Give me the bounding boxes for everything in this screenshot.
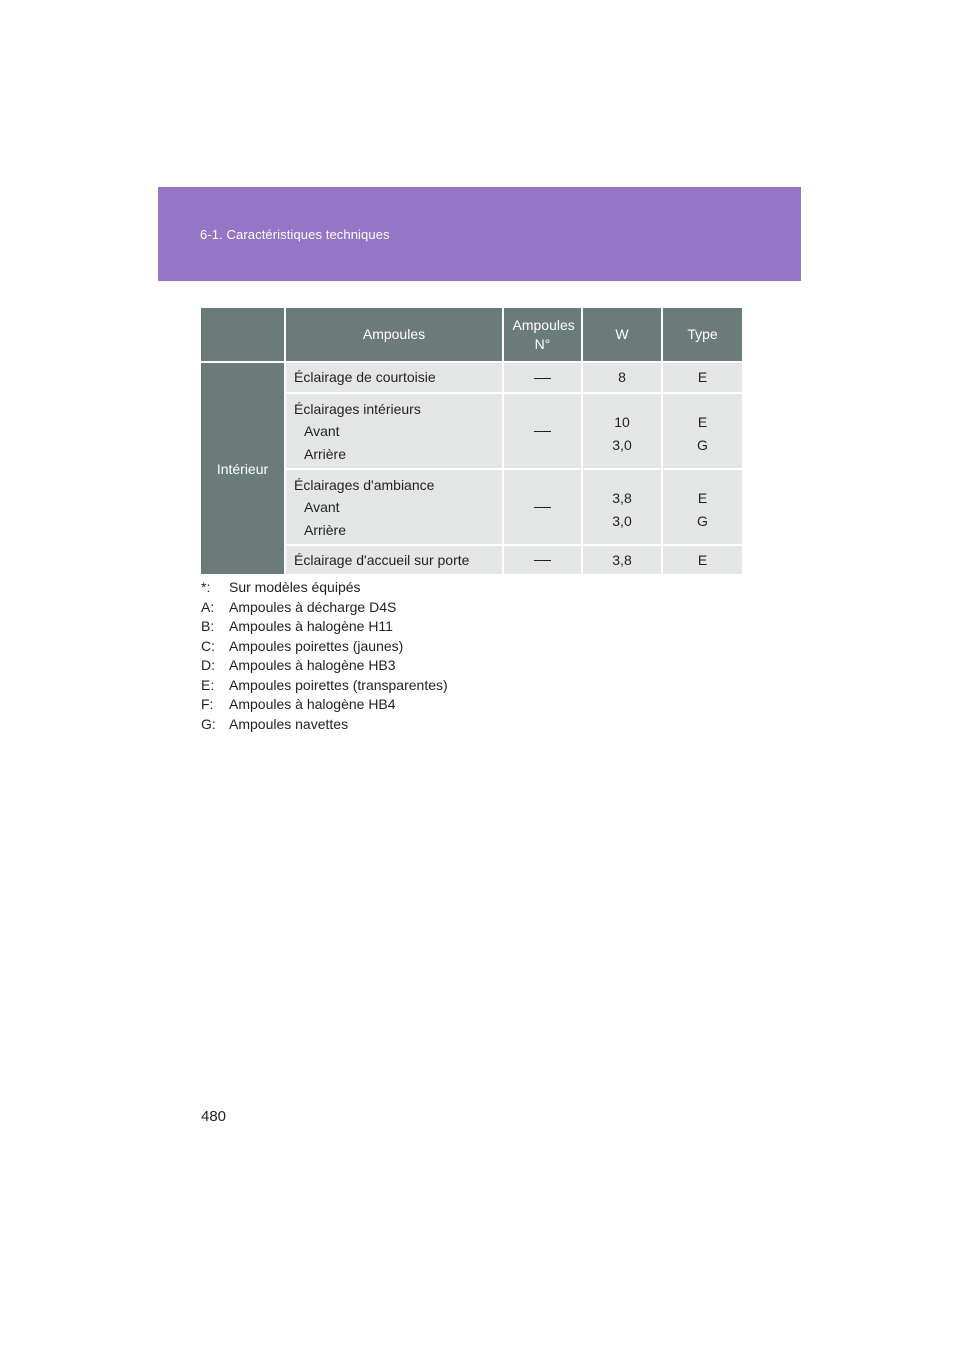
bulb-number-cell (503, 362, 582, 393)
header-bulb-number (503, 308, 582, 362)
dash-mark (534, 560, 551, 561)
bulb-sub-front: Avant (304, 499, 340, 515)
footnote (201, 715, 741, 735)
footnote (201, 617, 741, 637)
type-cell: E (662, 362, 742, 393)
type-cell (662, 469, 742, 545)
footnote-text: Ampoules poirettes (transparentes) (229, 676, 448, 693)
footnote-text: Ampoules à décharge D4S (229, 598, 397, 615)
bulb-sub-front: Avant (304, 423, 340, 439)
footnote-key: D: (201, 657, 215, 673)
footnote-key: A: (201, 598, 215, 615)
footnote-text: Ampoules poirettes (jaunes) (229, 637, 404, 654)
footnote-text: Sur modèles équipés (229, 579, 361, 595)
dash-mark (534, 431, 551, 432)
watts-front: 10 (614, 414, 630, 430)
footnote-text: Ampoules à halogène H11 (229, 618, 393, 634)
section-title: 6-1. Caractéristiques techniques (200, 227, 390, 242)
type-front: E (697, 490, 708, 506)
footnote-key: G: (201, 715, 216, 732)
bulb-number-cell (503, 393, 582, 469)
footnote-key: E: (201, 676, 215, 693)
table-row (201, 362, 742, 393)
group-interior: Intérieur (201, 362, 285, 575)
footnote-text: Ampoules navettes (229, 715, 349, 732)
type-front: E (697, 414, 708, 430)
header-blank (201, 308, 285, 362)
bulb-name: Éclairages d'ambiance (294, 477, 435, 493)
bulb-name: Éclairages intérieurs (294, 401, 421, 417)
bulb-name-cell (285, 393, 503, 469)
footnote (201, 695, 741, 715)
header-type: Type (662, 308, 742, 362)
type-cell (662, 393, 742, 469)
watts-cell (582, 393, 662, 469)
watts-front: 3,8 (612, 490, 632, 506)
bulb-name: Éclairage d'accueil sur porte (294, 552, 470, 568)
type-rear: G (697, 513, 708, 529)
footnote-text: Ampoules à halogène HB3 (229, 657, 396, 673)
bulb-name: Éclairage de courtoisie (294, 369, 436, 385)
table-header-row (201, 308, 742, 362)
watts-cell: 8 (582, 362, 662, 393)
bulb-number-cell (503, 545, 582, 575)
type-cell: E (662, 545, 742, 575)
footnote (201, 598, 741, 618)
footnote-key: *: (201, 579, 211, 595)
footnote-text: Ampoules à halogène HB4 (229, 696, 396, 712)
dash-mark (534, 507, 551, 508)
watts-cell (582, 469, 662, 545)
bulb-number-cell (503, 469, 582, 545)
watts-rear: 3,0 (612, 437, 632, 453)
footnote-key: F: (201, 696, 214, 712)
footnote (201, 578, 741, 598)
dash-mark (534, 378, 551, 379)
header-band (158, 187, 801, 281)
bulb-sub-rear: Arrière (304, 522, 347, 538)
type-rear: G (697, 437, 708, 453)
footnotes (201, 578, 741, 734)
page-number: 480 (201, 1108, 227, 1125)
header-watts: W (582, 308, 662, 362)
bulb-sub-rear: Arrière (304, 446, 347, 462)
footnote (201, 656, 741, 676)
bulb-name-cell (285, 362, 503, 393)
watts-cell: 3,8 (582, 545, 662, 575)
bulb-table (201, 308, 742, 576)
watts-rear: 3,0 (612, 513, 632, 529)
header-bulbs: Ampoules (285, 308, 503, 362)
footnote-key: B: (201, 618, 215, 634)
footnote (201, 676, 741, 696)
bulb-name-cell (285, 545, 503, 575)
footnote (201, 637, 741, 657)
bulb-name-cell (285, 469, 503, 545)
footnote-key: C: (201, 637, 215, 654)
header-bulb-number-label: Ampoules N° (512, 316, 575, 352)
